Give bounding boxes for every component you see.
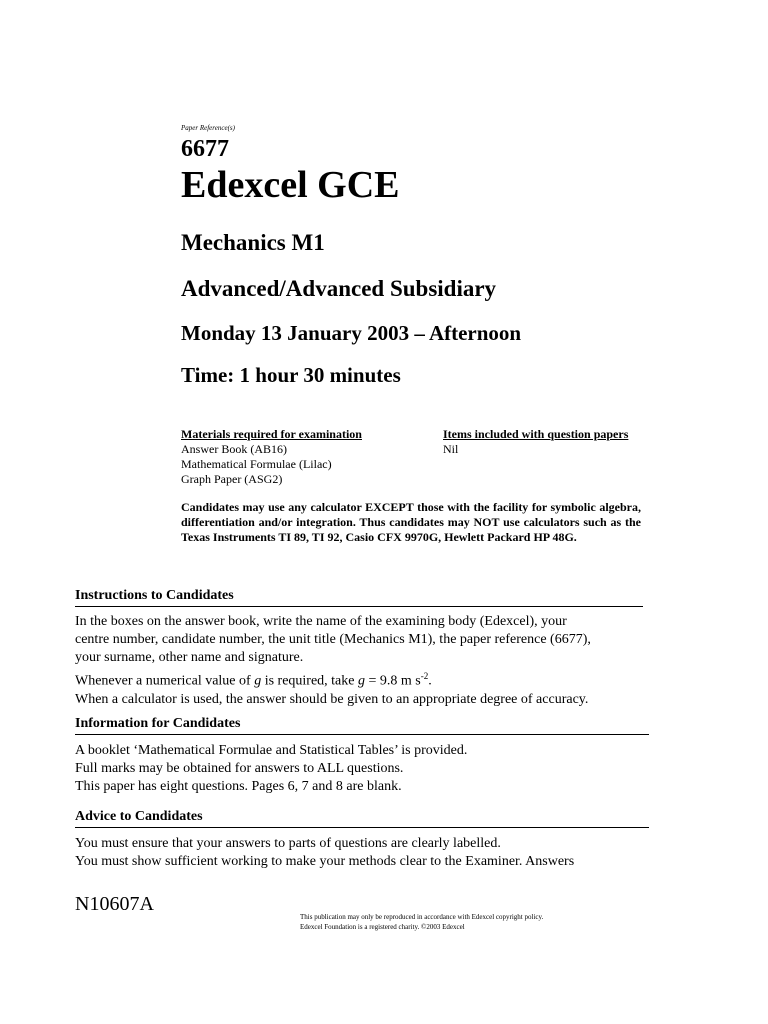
- advice-line: You must show sufficient working to make your methods clear to the Examiner. Answers: [75, 854, 575, 869]
- materials-item: Mathematical Formulae (Lilac): [181, 457, 332, 471]
- information-line: A booklet ‘Mathematical Formulae and Statistical Tables’ is provided.: [75, 743, 468, 758]
- instructions-heading: Instructions to Candidates: [75, 588, 643, 607]
- items-included-heading: Items included with question papers: [443, 427, 629, 441]
- advice-line: You must ensure that your answers to parts of questions are clearly labelled.: [75, 836, 501, 851]
- information-line: This paper has eight questions. Pages 6, 7 and 8 are blank.: [75, 779, 402, 794]
- copyright-line: Edexcel Foundation is a registered charity. ©2003 Edexcel: [300, 923, 465, 931]
- advice-body: [75, 835, 655, 871]
- unit-title: Mechanics M1: [181, 230, 325, 255]
- items-included: [443, 427, 628, 457]
- materials-item: Graph Paper (ASG2): [181, 472, 283, 486]
- instructions-line: your surname, other name and signature.: [75, 650, 304, 665]
- items-included-item: Nil: [443, 442, 459, 456]
- document-code: N10607A: [75, 893, 154, 915]
- materials-required: [181, 427, 362, 487]
- information-heading: Information for Candidates: [75, 716, 649, 735]
- paper-reference-label: Paper Reference(s): [181, 124, 235, 132]
- materials-item: Answer Book (AB16): [181, 442, 287, 456]
- information-body: [75, 742, 655, 796]
- calculator-instruction: When a calculator is used, the answer should be given to an appropriate degree of accuracy.: [75, 691, 589, 707]
- copyright-line: This publication may only be reproduced in accordance with Edexcel copyright policy.: [300, 913, 544, 921]
- paper-code: 6677: [181, 136, 229, 162]
- information-line: Full marks may be obtained for answers to ALL questions.: [75, 761, 404, 776]
- exam-date: Monday 13 January 2003 – Afternoon: [181, 321, 522, 345]
- materials-heading: Materials required for examination: [181, 427, 362, 441]
- instructions-body: [75, 613, 655, 709]
- calculator-note: Candidates may use any calculator EXCEPT those with the facility for symbolic algebra, differentiation and/or integration. Thus candidates may NOT use calculators such as the Texas Instruments TI 89, TI 92, Casio CFX 9970G, Hewlett Packard HP 48G.: [181, 500, 641, 544]
- advice-heading: Advice to Candidates: [75, 809, 649, 828]
- exam-time: Time: 1 hour 30 minutes: [181, 363, 401, 387]
- copyright-notice: [300, 912, 543, 932]
- gravity-instruction: Whenever a numerical value of g is required, take g = 9.8 m $s^{-2}$.: [75, 671, 432, 689]
- exam-board-title: Edexcel GCE: [181, 164, 400, 206]
- instructions-line: centre number, candidate number, the unit title (Mechanics M1), the paper reference (6677),: [75, 632, 591, 647]
- instructions-line: In the boxes on the answer book, write the name of the examining body (Edexcel), your: [75, 614, 567, 629]
- exam-level: Advanced/Advanced Subsidiary: [181, 276, 497, 301]
